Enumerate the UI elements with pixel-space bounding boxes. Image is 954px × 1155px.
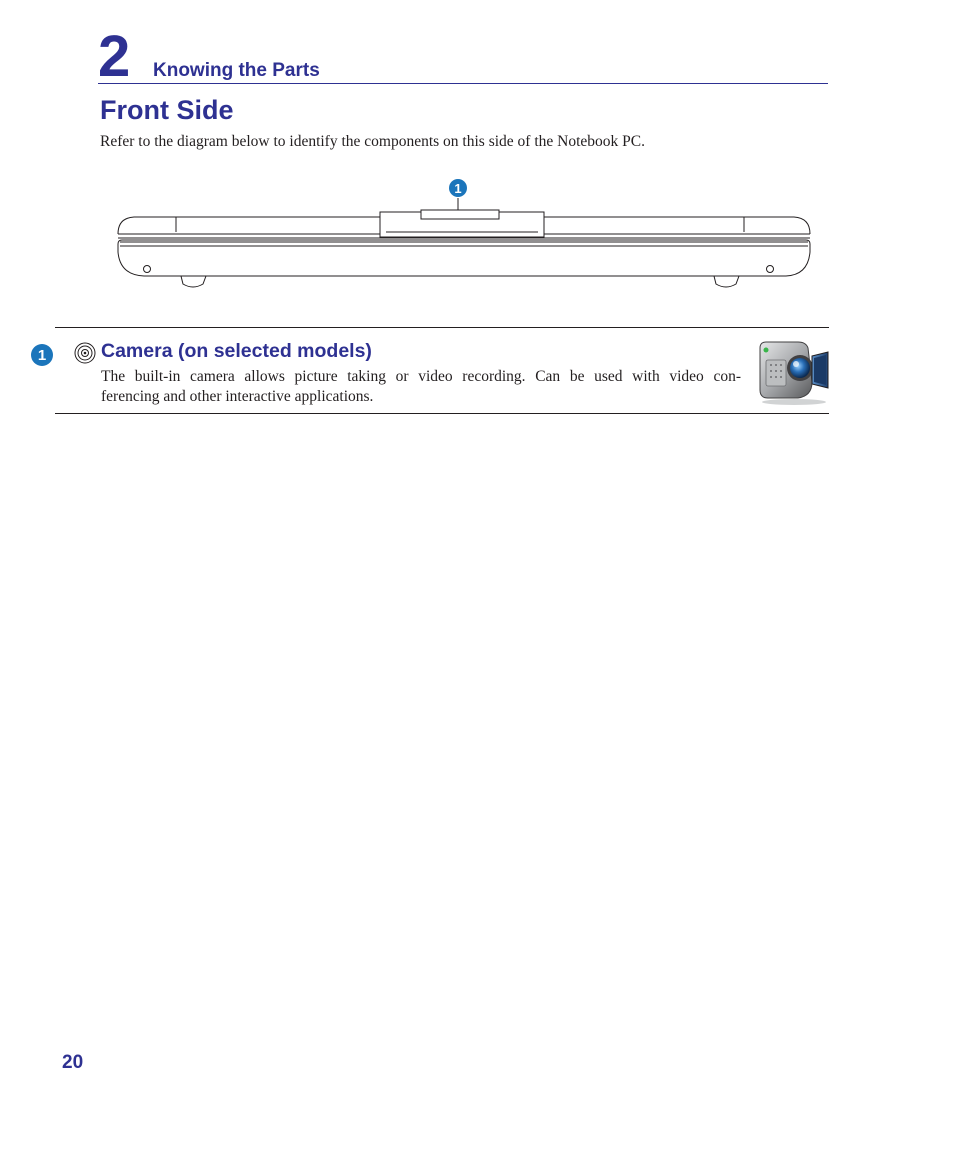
callout-badge-1 [449,179,467,197]
notebook-front-diagram [110,172,820,294]
svg-text:1: 1 [37,347,47,364]
item-description [101,367,741,407]
chapter-title: Knowing the Parts [153,60,320,81]
camcorder-icon [754,338,832,406]
item-divider-bottom [55,413,829,414]
header-divider [98,83,828,84]
item-title: Camera (on selected models) [101,340,372,362]
page-number: 20 [62,1052,84,1073]
camera-lens-icon [74,342,96,364]
section-title: Front Side [100,95,234,125]
item-description-line1: The built-in camera allows picture taking or video recording. Can be used with video con- [101,368,741,385]
item-number-badge [30,343,54,367]
section-intro: Refer to the diagram below to identify the components on this side of the Notebook PC. [100,133,645,150]
svg-text:1: 1 [454,181,462,196]
item-description-line2: ferencing and other interactive applications. [101,388,374,405]
chapter-number: 2 [98,24,131,89]
item-divider-top [55,327,829,328]
